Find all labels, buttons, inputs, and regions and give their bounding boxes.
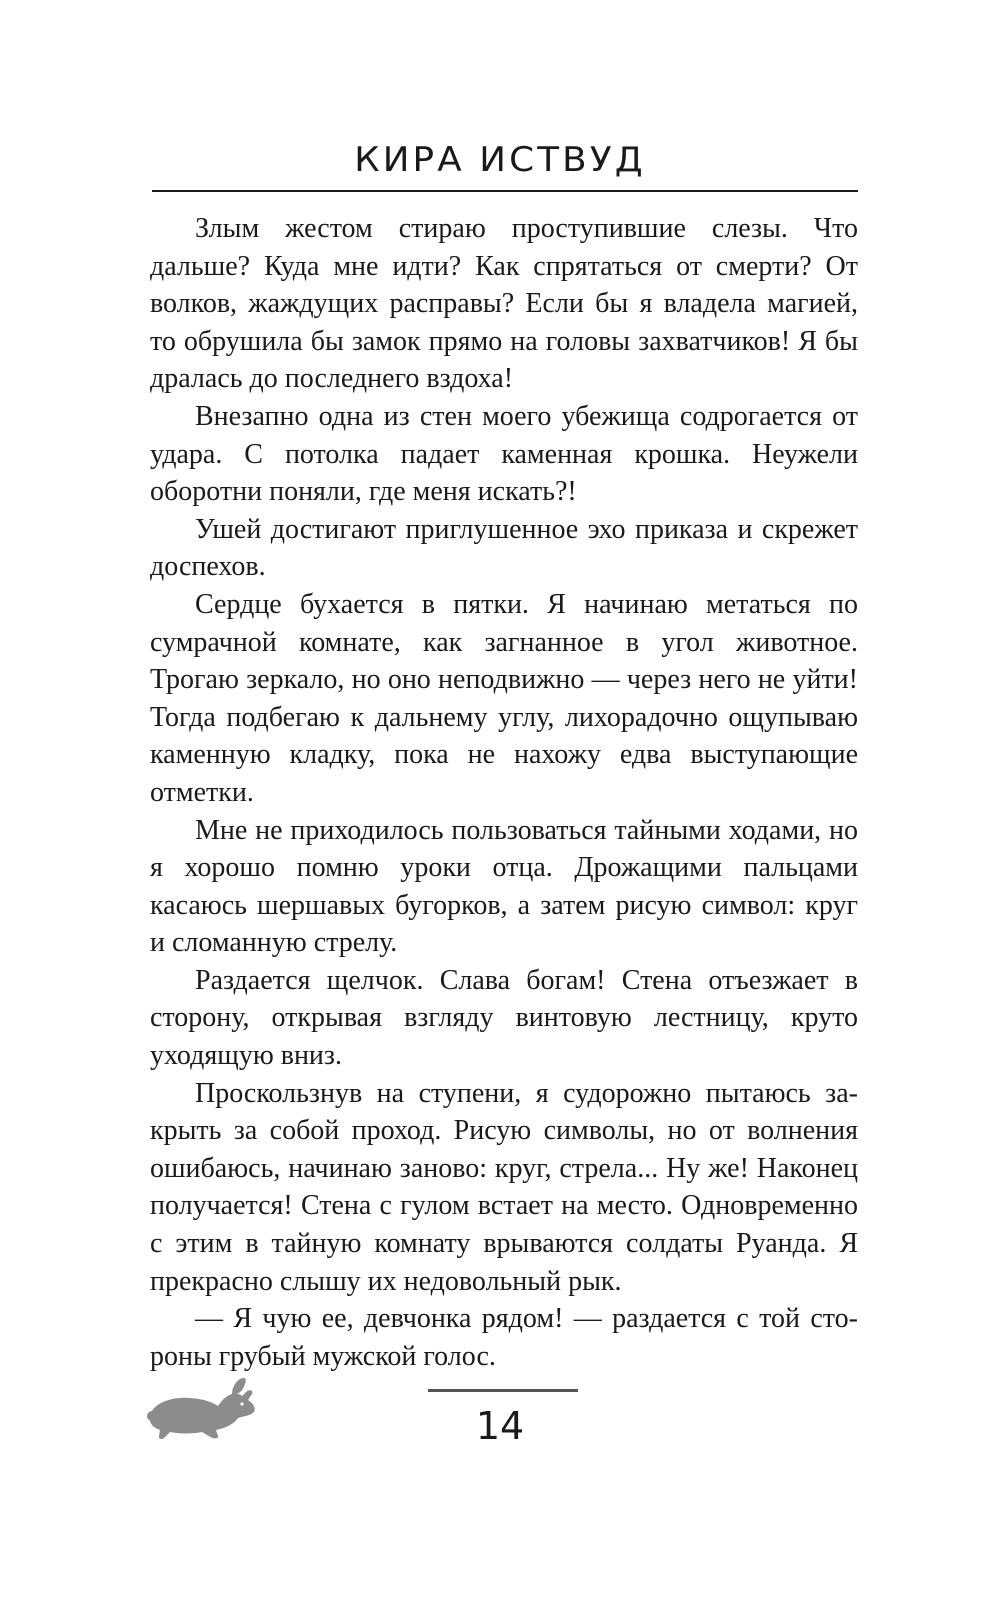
page-number: 14 — [475, 1404, 525, 1448]
header-divider — [152, 190, 858, 192]
paragraph: Ушей достигают приглушенное эхо приказа и скрежет доспехов. — [150, 513, 858, 583]
paragraph: Злым жестом стираю проступившие слезы. Что дальше? Куда мне идти? Как спрятаться от смерти? От волков, жаждущих расправы? Если бы я владела магией, то обрушила бы замок прямо на головы захватчиков! Я бы дралась до последнего вздоха! — [150, 213, 858, 395]
paragraph: Проскользнув на ступени, я судорожно пытаюсь закрыть за собой проход. Рисую символы, но от волнения ошибаюсь, начинаю заново: круг, стрела... Ну же! Наконец получается! Стена с гулом встает на место. Одновременно с этим в тайную комнату врываются солдаты Руанда. Я прекрасно слышу их недовольный рык. — [150, 1077, 858, 1297]
paragraph: — Я чую ее, девчонка рядом! — раздается с той стороны грубый мужской голос. — [150, 1303, 858, 1372]
paragraph: Мне не приходилось пользоваться тайными ходами, но я хорошо помню уроки отца. Дрожащими пальцами касаюсь шершавых бугорков, а затем рисую символ: круг и сломанную стрелу. — [150, 814, 858, 959]
page-header-author: КИРА ИСТВУД — [354, 140, 646, 180]
paragraph: Внезапно одна из стен моего убежища содрогается от удара. С потолка падает каменная крошка. Неужели оборотни поняли, где меня искать?! — [150, 400, 858, 508]
footer-divider — [428, 1389, 578, 1392]
paragraph: Сердце бухается в пятки. Я начинаю метаться по сумрачной комнате, как загнанное в угол животное. Трогаю зеркало, но оно неподвижно — через него не уйти! Тогда подбегаю к дальнему углу, лихорадочно ощупываю каменную кладку, пока не нахожу едва выступающие отметки. — [150, 588, 858, 808]
page-body — [150, 210, 858, 1375]
paragraph: Раздается щелчок. Слава богам! Стена отъезжает в сторону, открывая взгляду винтовую лестницу, круто уходящую вниз. — [150, 964, 858, 1072]
